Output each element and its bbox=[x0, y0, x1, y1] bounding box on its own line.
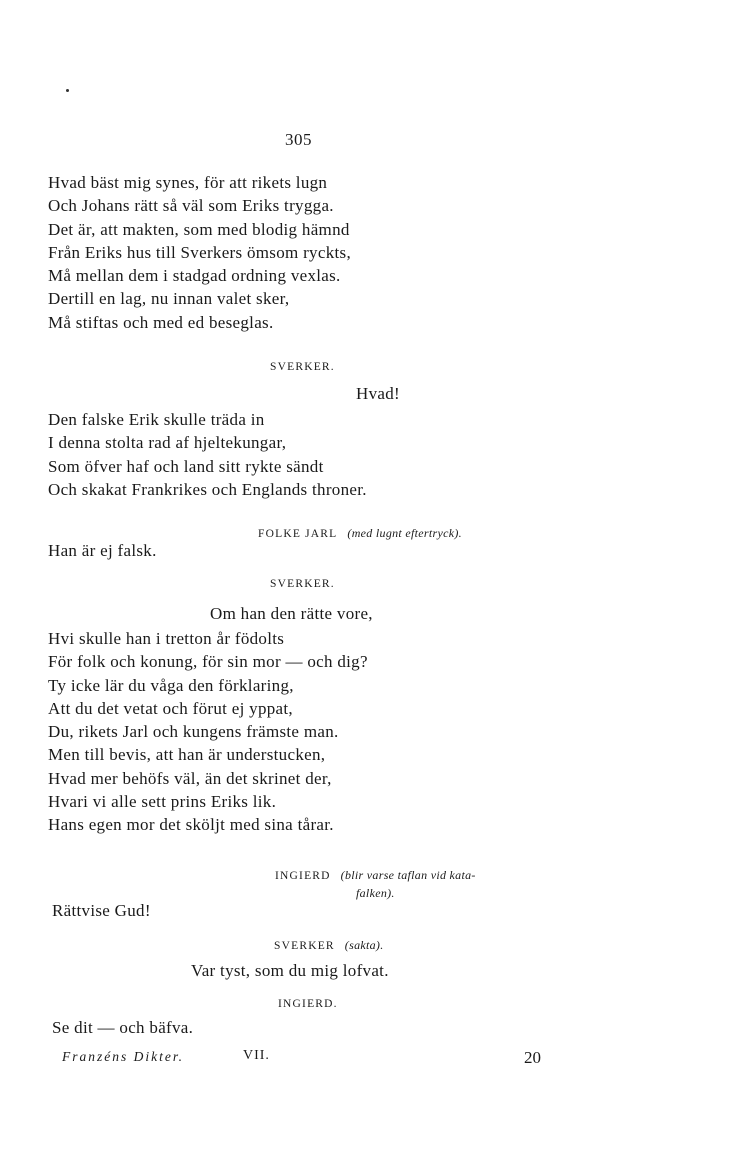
verse-line: Ty icke lär du våga den förklaring, bbox=[48, 675, 294, 695]
verse-line: Från Eriks hus till Sverkers ömsom ryckts, bbox=[48, 242, 351, 262]
verse-line: Men till bevis, att han är understucken, bbox=[48, 745, 326, 765]
verse-block-2 bbox=[48, 408, 367, 501]
speaker-heading bbox=[258, 524, 462, 542]
speaker-label: SVERKER bbox=[274, 940, 335, 952]
verse-line: Hvari vi alle sett prins Eriks lik. bbox=[48, 792, 277, 812]
verse-line: Det är, att makten, som med blodig hämnd bbox=[48, 219, 350, 239]
verse-line: Som öfver haf och land sitt rykte sändt bbox=[48, 456, 324, 476]
verse-line: Att du det vetat och förut ej yppat, bbox=[48, 698, 293, 718]
verse-line: Må stiftas och med ed beseglas. bbox=[48, 312, 274, 332]
speaker-label: INGIERD. bbox=[278, 998, 338, 1010]
dialogue-line: Om han den rätte vore, bbox=[210, 604, 373, 623]
speaker-label: INGIERD bbox=[275, 870, 331, 882]
stage-direction: (med lugnt eftertryck). bbox=[347, 526, 462, 540]
speaker-heading bbox=[274, 936, 384, 954]
dialogue-line: Han är ej falsk. bbox=[48, 541, 157, 560]
stage-direction: (blir varse taflan vid kata- bbox=[340, 868, 476, 882]
verse-line: Och skakat Frankrikes och Englands throner. bbox=[48, 479, 367, 499]
speck-mark bbox=[66, 89, 69, 92]
verse-line: Hvad mer behöfs väl, än det skrinet der, bbox=[48, 768, 332, 788]
footer-volume: VII. bbox=[243, 1048, 270, 1063]
verse-line: Och Johans rätt så väl som Eriks trygga. bbox=[48, 196, 334, 216]
verse-line: För folk och konung, för sin mor — och dig? bbox=[48, 652, 368, 672]
verse-line: Hans egen mor det sköljt med sina tårar. bbox=[48, 815, 334, 835]
dialogue-line: Hvad! bbox=[356, 384, 400, 403]
verse-line: Den falske Erik skulle träda in bbox=[48, 410, 265, 429]
page-number: 305 bbox=[285, 130, 312, 149]
footer-signature-mark: 20 bbox=[524, 1048, 541, 1067]
dialogue-line: Se dit — och bäfva. bbox=[52, 1018, 194, 1037]
verse-line: I denna stolta rad af hjeltekungar, bbox=[48, 433, 287, 453]
stage-direction-continued: falken). bbox=[356, 886, 395, 900]
verse-line: Hvad bäst mig synes, för att rikets lugn bbox=[48, 173, 328, 192]
dialogue-line: Var tyst, som du mig lofvat. bbox=[191, 961, 389, 980]
dialogue-line: Rättvise Gud! bbox=[52, 901, 151, 920]
verse-block-3 bbox=[48, 627, 368, 837]
speaker-heading bbox=[275, 866, 476, 884]
verse-block-1 bbox=[48, 171, 351, 334]
speaker-label: FOLKE JARL bbox=[258, 528, 338, 540]
verse-line: Hvi skulle han i tretton år födolts bbox=[48, 629, 285, 648]
footer-book-title: Franzéns Dikter. bbox=[62, 1049, 184, 1064]
verse-line: Må mellan dem i stadgad ordning vexlas. bbox=[48, 266, 341, 286]
verse-line: Du, rikets Jarl och kungens främste man. bbox=[48, 722, 339, 742]
verse-line: Dertill en lag, nu innan valet sker, bbox=[48, 289, 290, 309]
speaker-label: SVERKER. bbox=[270, 578, 335, 590]
stage-direction: (sakta). bbox=[344, 938, 384, 952]
speaker-label: SVERKER. bbox=[270, 361, 335, 373]
